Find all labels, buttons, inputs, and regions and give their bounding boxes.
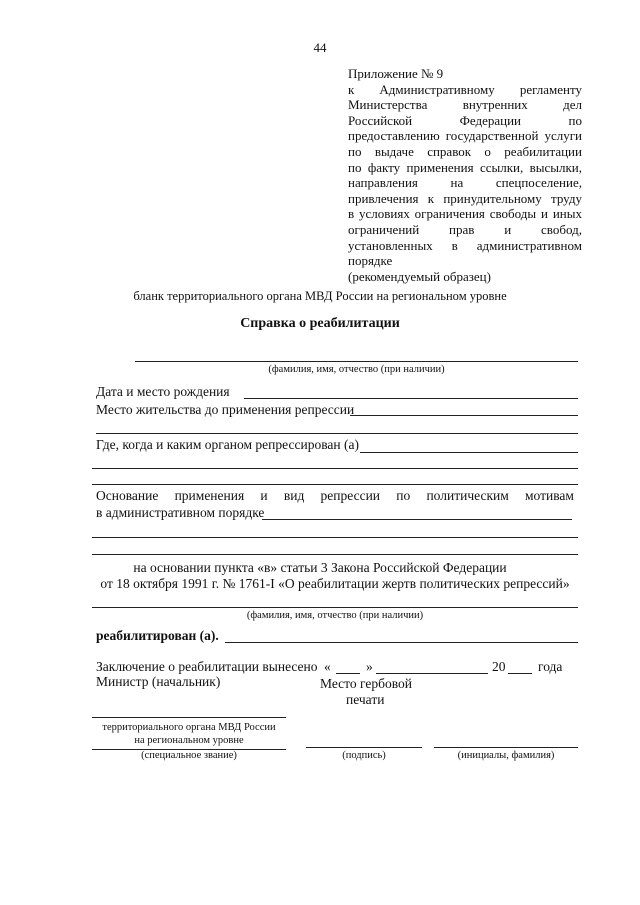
page-number: 44	[313, 40, 327, 55]
annex-word: в	[348, 206, 355, 222]
annex-word: Приложение № 9	[348, 66, 444, 81]
annex-word: о	[484, 143, 491, 159]
annex-line	[348, 175, 582, 191]
annex-word: Министерства	[348, 97, 428, 113]
basis-field-2[interactable]	[92, 537, 578, 538]
annex-word: по	[348, 143, 362, 159]
fio-line[interactable]	[135, 361, 578, 362]
basis-word: мотивам	[525, 488, 574, 503]
residence-label: Место жительства до применения репрессии	[96, 402, 355, 417]
annex-word: и	[541, 206, 548, 222]
signature-field[interactable]	[306, 747, 422, 748]
annex-line	[348, 113, 582, 129]
basis-word: по	[396, 488, 411, 503]
annex-word: принудительному	[443, 190, 542, 206]
annex-line	[348, 144, 582, 160]
year-suffix: года	[538, 659, 563, 674]
basis-word: вид	[283, 488, 305, 503]
basis-word: Основание	[96, 488, 159, 503]
annex-line	[348, 269, 582, 285]
annex-word: на	[450, 175, 464, 191]
rehabilitated-text: реабилитирован (а).	[96, 628, 219, 643]
basis-word: репрессии	[320, 488, 381, 503]
annex-line	[348, 191, 582, 207]
fio-caption-2: (фамилия, имя, отчество (при наличии)	[246, 610, 424, 621]
annex-word: реабилитации	[504, 143, 582, 159]
annex-word: ссылки,	[479, 159, 524, 175]
annex-word: предоставлению	[348, 128, 440, 144]
annex-block	[348, 66, 582, 284]
annex-word: иных	[552, 206, 582, 222]
org-line-2: на региональном уровне	[134, 735, 244, 746]
stamp-label-1: Место гербовой	[320, 676, 412, 691]
annex-word: услуги	[544, 128, 582, 144]
annex-word: свободы	[489, 206, 537, 222]
annex-word: установленных	[348, 237, 433, 253]
annex-word: по	[348, 159, 362, 175]
annex-word: ограничений	[348, 221, 420, 237]
stamp-label-2: печати	[346, 692, 385, 707]
residence-field-2[interactable]	[96, 433, 578, 434]
minister-label: Министр (начальник)	[96, 674, 221, 689]
name-caption: (инициалы, фамилия)	[457, 750, 555, 761]
annex-word: в	[451, 237, 458, 253]
basis-word: политическим	[426, 488, 509, 503]
annex-word: справок	[427, 143, 472, 159]
rank-caption: (специальное звание)	[141, 750, 237, 761]
annex-word: направления	[348, 175, 418, 191]
basis-word: и	[260, 488, 268, 503]
annex-word: условиях	[358, 206, 410, 222]
annex-word: высылки,	[529, 159, 582, 175]
annex-word: (рекомендуемый образец)	[348, 268, 491, 284]
annex-line	[348, 97, 582, 113]
basis-word: применения	[174, 488, 245, 503]
annex-line	[348, 160, 582, 176]
annex-word: регламенту	[519, 81, 582, 97]
annex-word: по	[568, 112, 582, 128]
annex-word: Административному	[379, 81, 495, 97]
repressed-field[interactable]	[360, 452, 578, 453]
annex-word: ограничения	[414, 206, 485, 222]
annex-line	[348, 128, 582, 144]
annex-line	[348, 238, 582, 254]
residence-field[interactable]	[350, 415, 578, 416]
rehabilitated-line	[225, 642, 578, 643]
annex-word: выдаче	[374, 143, 414, 159]
date-open-quote: «	[324, 659, 331, 674]
repressed-field-2[interactable]	[92, 468, 578, 469]
repressed-label: Где, когда и каким органом репрессирован (а)	[96, 437, 359, 452]
document-title: Справка о реабилитации	[240, 316, 400, 331]
date-year-field[interactable]	[508, 673, 532, 674]
annex-line	[348, 222, 582, 238]
annex-word: дел	[563, 97, 582, 113]
annex-word: труду	[551, 190, 582, 206]
date-close-quote: »	[366, 659, 373, 674]
conclusion-label: Заключение о реабилитации вынесено	[96, 659, 318, 674]
law-line-2: от 18 октября 1991 г. № 1761-I «О реабилитации жертв политических репрессий»	[100, 576, 570, 591]
annex-word: внутренних	[462, 97, 528, 113]
birth-label: Дата и место рождения	[96, 384, 230, 399]
name-field[interactable]	[434, 747, 578, 748]
annex-word: факту	[367, 159, 401, 175]
annex-word: свобод,	[541, 221, 582, 237]
annex-word: Российской	[348, 112, 413, 128]
year-prefix: 20	[492, 659, 506, 674]
annex-line	[348, 253, 582, 269]
annex-word: порядке	[348, 253, 393, 269]
annex-word: привлечения	[348, 190, 419, 206]
org-line-1: территориального органа МВД России	[102, 722, 276, 733]
law-line-1: на основании пункта «в» статьи 3 Закона Российской Федерации	[133, 560, 507, 575]
rank-top-line	[92, 717, 286, 718]
basis-field[interactable]	[262, 519, 572, 520]
blank-note: бланк территориального органа МВД России на региональном уровне	[133, 289, 507, 303]
repressed-field-3[interactable]	[92, 484, 578, 485]
annex-word: к	[348, 81, 355, 97]
basis-line-1	[96, 488, 574, 504]
fio-line-2[interactable]	[92, 607, 578, 608]
date-day-field[interactable]	[336, 673, 360, 674]
annex-word: к	[427, 190, 435, 206]
annex-word: административном	[476, 237, 582, 253]
basis-field-3[interactable]	[92, 554, 578, 555]
annex-word: государственной	[445, 128, 539, 144]
fio-caption: (фамилия, имя, отчество (при наличии)	[268, 364, 445, 375]
date-month-field[interactable]	[376, 673, 488, 674]
annex-word: и	[504, 221, 512, 237]
basis-line-2: в административном порядке	[96, 505, 265, 520]
birth-field[interactable]	[244, 398, 578, 399]
annex-line	[348, 66, 582, 82]
annex-word: прав	[449, 221, 475, 237]
annex-line	[348, 82, 582, 98]
signature-caption: (подпись)	[342, 750, 386, 761]
annex-word: Федерации	[459, 112, 521, 128]
annex-line	[348, 206, 582, 222]
annex-word: применения	[406, 159, 474, 175]
annex-word: спецпоселение,	[495, 175, 582, 191]
